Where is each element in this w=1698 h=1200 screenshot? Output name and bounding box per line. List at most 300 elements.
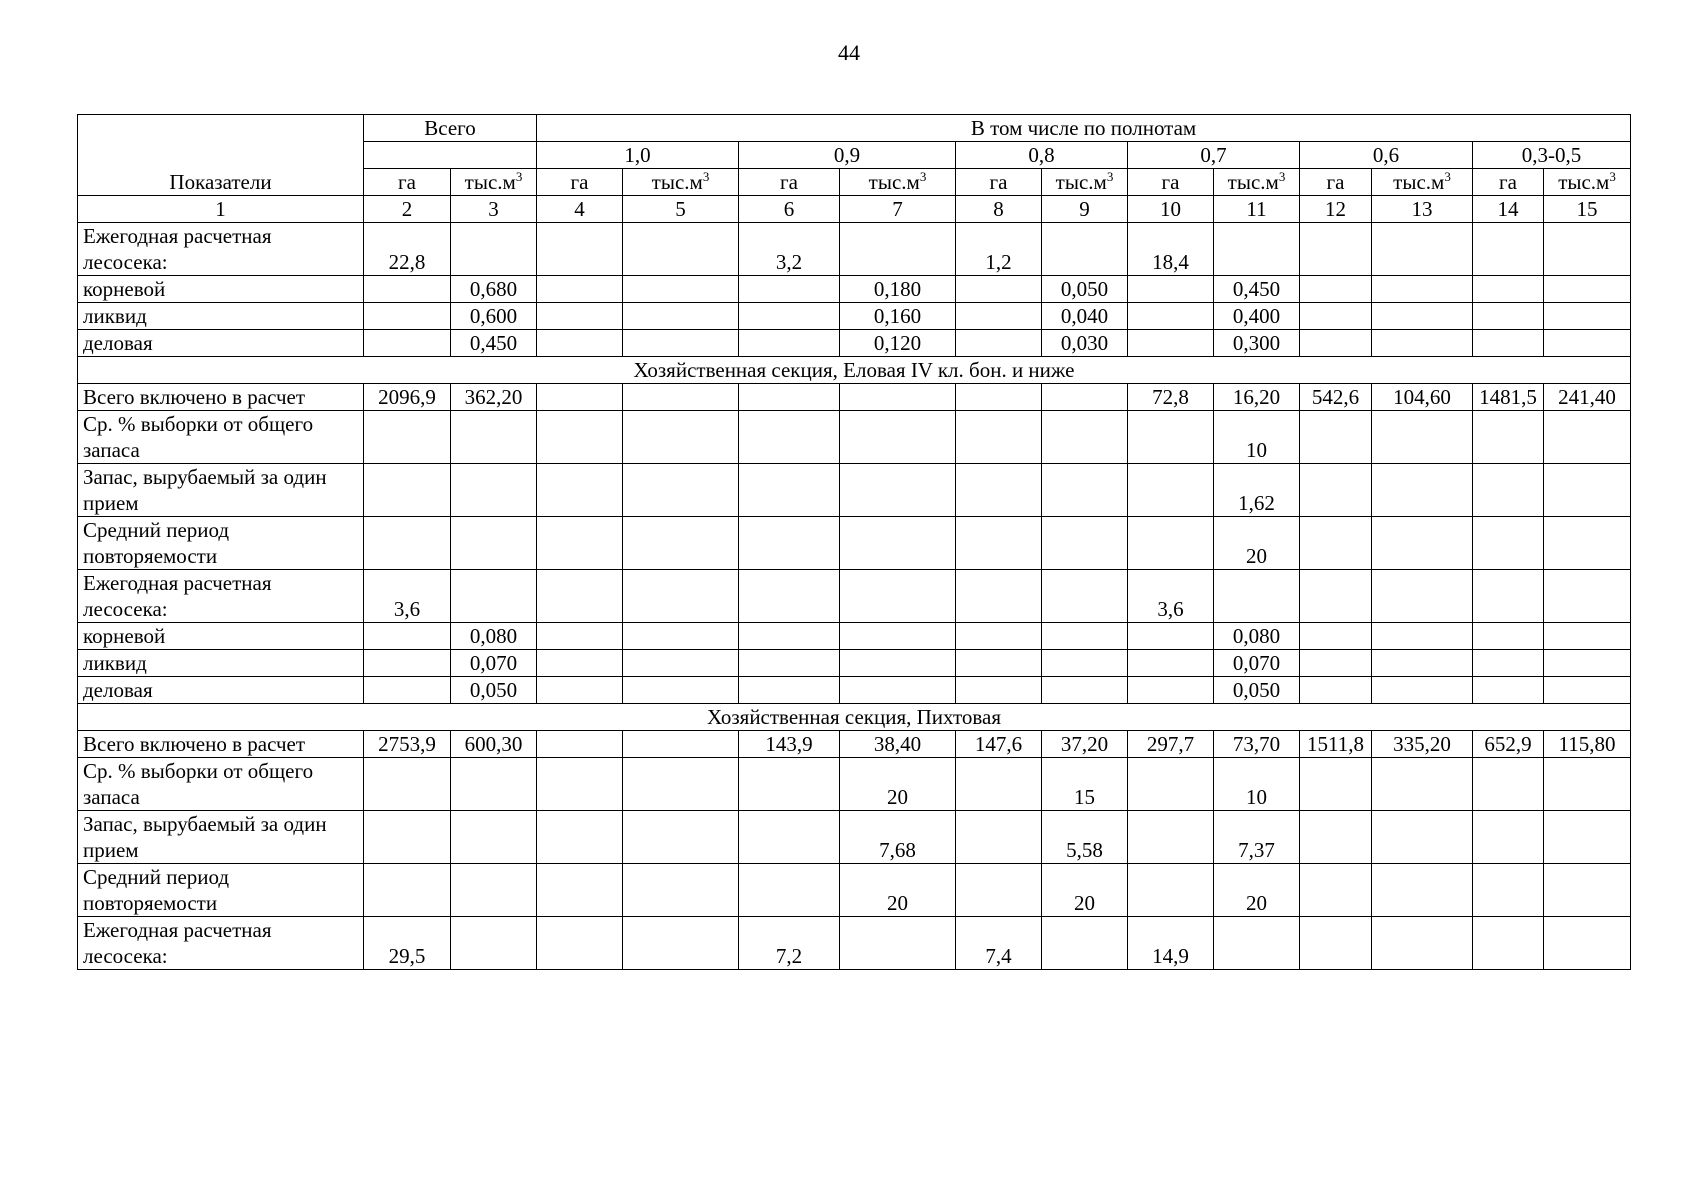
table-cell [537,623,623,650]
table-cell [451,517,537,570]
table-cell [1300,811,1372,864]
table-cell [1300,758,1372,811]
table-cell [537,917,623,970]
table-cell: 0,680 [451,276,537,303]
table-cell [840,464,956,517]
header-indicators: Показатели [78,115,364,196]
table-cell [1473,276,1544,303]
unit-ha: га [1473,169,1544,196]
unit-ha: га [956,169,1042,196]
table-cell: 0,040 [1042,303,1128,330]
table-cell [1544,464,1631,517]
unit-volume: $тыс.м^3$ [1042,169,1128,196]
table-cell [1300,303,1372,330]
unit-volume: $тыс.м^3$ [451,169,537,196]
table-cell [840,650,956,677]
table-cell [1544,517,1631,570]
header-density: 1,0 [537,142,739,169]
table-cell [364,303,451,330]
table-cell [1128,517,1214,570]
table-cell [1372,464,1473,517]
table-cell [623,330,739,357]
column-number: 14 [1473,196,1544,223]
table-cell [956,623,1042,650]
table-cell: 0,080 [1214,623,1300,650]
section-row [78,704,1631,731]
header-density: 0,6 [1300,142,1473,169]
table-cell [1300,864,1372,917]
table-cell [364,411,451,464]
table-cell [1372,623,1473,650]
table-cell [956,330,1042,357]
column-number: 11 [1214,196,1300,223]
table-cell [1042,384,1128,411]
column-number: 9 [1042,196,1128,223]
table-cell [623,517,739,570]
table-cell: 2096,9 [364,384,451,411]
unit-ha: га [1300,169,1372,196]
row-label: деловая [78,677,364,704]
row-label: Всего включено в расчет [78,731,364,758]
table-cell [1042,223,1128,276]
table-cell: 0,070 [1214,650,1300,677]
unit-volume: $тыс.м^3$ [1214,169,1300,196]
table-cell [537,650,623,677]
column-number: 4 [537,196,623,223]
header-density: 0,3-0,5 [1473,142,1631,169]
table-cell: 7,37 [1214,811,1300,864]
table-cell [1372,411,1473,464]
table-cell [623,917,739,970]
table-cell [537,303,623,330]
table-cell [623,303,739,330]
row-label: Средний период повторяемости [78,864,364,917]
table-cell [956,411,1042,464]
table-cell [623,570,739,623]
table-cell [1544,917,1631,970]
table-row [78,411,1631,464]
table-cell [1473,330,1544,357]
table-cell [623,384,739,411]
table-cell: 0,120 [840,330,956,357]
table-cell [1042,650,1128,677]
table-cell: 147,6 [956,731,1042,758]
table-cell [1128,464,1214,517]
table-cell [956,864,1042,917]
table-cell [739,303,840,330]
table-cell: 0,600 [451,303,537,330]
table-cell [451,917,537,970]
table-cell [537,330,623,357]
header-total: Всего [364,115,537,142]
table-row [78,276,1631,303]
table-cell [956,276,1042,303]
table-cell: 29,5 [364,917,451,970]
table-cell [1042,917,1128,970]
table-cell [364,623,451,650]
table-cell: 241,40 [1544,384,1631,411]
table-cell [956,303,1042,330]
column-number: 1 [78,196,364,223]
table-cell [537,384,623,411]
table-cell [1372,517,1473,570]
table-cell [1372,330,1473,357]
row-label: ликвид [78,650,364,677]
table-cell: 15 [1042,758,1128,811]
table-cell: 0,050 [451,677,537,704]
unit-ha: га [537,169,623,196]
table-cell [623,464,739,517]
table-cell: 335,20 [1372,731,1473,758]
table-cell [956,677,1042,704]
column-number: 12 [1300,196,1372,223]
table-cell: 20 [840,758,956,811]
unit-ha: га [739,169,840,196]
table-cell [1473,650,1544,677]
table-cell [623,864,739,917]
table-cell: 38,40 [840,731,956,758]
table-cell: 542,6 [1300,384,1372,411]
table-cell: 7,4 [956,917,1042,970]
table-cell [451,758,537,811]
table-cell [1300,517,1372,570]
table-cell: 0,080 [451,623,537,650]
table-row [78,650,1631,677]
column-numbers-row [78,196,1631,223]
table-cell [1128,677,1214,704]
table-cell [451,570,537,623]
table-cell [623,623,739,650]
row-label: Средний период повторяемости [78,517,364,570]
header-by-density: В том числе по полнотам [537,115,1631,142]
table-cell: 20 [1214,517,1300,570]
section-row [78,357,1631,384]
table-body [78,223,1631,970]
table-cell [1544,276,1631,303]
table-cell [1128,864,1214,917]
table-cell: 297,7 [1128,731,1214,758]
table-cell [1300,570,1372,623]
table-cell [739,811,840,864]
column-number: 10 [1128,196,1214,223]
table-cell [1372,811,1473,864]
table-cell: 1,62 [1214,464,1300,517]
table-cell [1128,650,1214,677]
unit-volume: $тыс.м^3$ [840,169,956,196]
table-cell [1473,223,1544,276]
table-cell [739,623,840,650]
table-cell [364,677,451,704]
table-row [78,303,1631,330]
unit-volume: $тыс.м^3$ [1372,169,1473,196]
table-cell [1214,570,1300,623]
table-cell [1473,864,1544,917]
table-cell [537,464,623,517]
row-label: Ежегодная расчетная лесосека: [78,917,364,970]
row-label: корневой [78,276,364,303]
table-cell [451,864,537,917]
table-cell [739,864,840,917]
table-row [78,384,1631,411]
table-cell: 3,2 [739,223,840,276]
table-cell [1473,570,1544,623]
table-cell [537,758,623,811]
table-cell [1473,917,1544,970]
table-cell [364,276,451,303]
table-cell [1473,811,1544,864]
table-cell [1544,650,1631,677]
table-cell: 10 [1214,411,1300,464]
table-cell [739,570,840,623]
table-cell: 0,050 [1042,276,1128,303]
unit-ha: га [364,169,451,196]
table-cell: 22,8 [364,223,451,276]
table-row [78,917,1631,970]
table-row [78,464,1631,517]
table-cell: 0,180 [840,276,956,303]
table-cell [1042,623,1128,650]
table-cell [451,464,537,517]
table-cell [451,411,537,464]
page-number: 44 [838,40,860,65]
table-cell [623,276,739,303]
column-number: 2 [364,196,451,223]
table-cell: 2753,9 [364,731,451,758]
table-cell [623,677,739,704]
table-cell [1300,650,1372,677]
table-cell [1214,917,1300,970]
table-cell: 7,2 [739,917,840,970]
column-number: 5 [623,196,739,223]
table-cell [1544,864,1631,917]
table-row [78,864,1631,917]
table-cell: 10 [1214,758,1300,811]
table-cell: 1511,8 [1300,731,1372,758]
table-cell [1128,330,1214,357]
table-cell [840,677,956,704]
table-cell [1372,650,1473,677]
row-label: деловая [78,330,364,357]
table-cell: 7,68 [840,811,956,864]
column-number: 15 [1544,196,1631,223]
table-cell [364,464,451,517]
table-cell [1042,464,1128,517]
table-cell [840,570,956,623]
table-cell [1473,677,1544,704]
table-cell [623,223,739,276]
table-cell: 0,030 [1042,330,1128,357]
row-label: Запас, вырубаемый за один прием [78,464,364,517]
table-cell [739,276,840,303]
table-cell [364,811,451,864]
header-density: 0,7 [1128,142,1300,169]
table-cell [1473,411,1544,464]
table-cell [956,384,1042,411]
table-cell [956,517,1042,570]
table-cell [623,758,739,811]
table-cell: 104,60 [1372,384,1473,411]
table-cell [537,223,623,276]
table-cell [1372,758,1473,811]
table-cell: 600,30 [451,731,537,758]
table-cell: 20 [1042,864,1128,917]
table-cell [1300,276,1372,303]
table-cell [1300,623,1372,650]
table-cell: 1481,5 [1473,384,1544,411]
table-cell: 115,80 [1544,731,1631,758]
table-cell [1473,303,1544,330]
table-cell [1372,864,1473,917]
table-cell [364,517,451,570]
table-cell [1300,917,1372,970]
unit-volume: $тыс.м^3$ [1544,169,1631,196]
table-cell [1300,677,1372,704]
table-cell [1300,464,1372,517]
table-cell [1128,623,1214,650]
table-cell [537,411,623,464]
table-cell: 0,450 [1214,276,1300,303]
table-cell [1128,303,1214,330]
table-cell [537,677,623,704]
table-cell [956,570,1042,623]
table-cell [623,731,739,758]
table-cell [1042,411,1128,464]
table-cell [537,811,623,864]
table-cell [840,223,956,276]
row-label: Ежегодная расчетная лесосека: [78,223,364,276]
table-cell [1372,917,1473,970]
table-cell [739,650,840,677]
table-cell [739,677,840,704]
table-cell [364,330,451,357]
table-row [78,623,1631,650]
table-cell [1372,303,1473,330]
table-cell [739,758,840,811]
table-cell [1473,758,1544,811]
table-cell [956,464,1042,517]
table-cell [1128,411,1214,464]
table-cell [364,758,451,811]
row-label: корневой [78,623,364,650]
table-cell [1300,223,1372,276]
table-cell [956,758,1042,811]
table-cell: 1,2 [956,223,1042,276]
table-row [78,570,1631,623]
row-label: Ср. % выборки от общего запаса [78,411,364,464]
table-cell: 0,050 [1214,677,1300,704]
table-cell [537,517,623,570]
table-cell [537,864,623,917]
table-cell [1128,758,1214,811]
table-cell [1128,276,1214,303]
table-cell [451,223,537,276]
row-label: Всего включено в расчет [78,384,364,411]
row-label: Ежегодная расчетная лесосека: [78,570,364,623]
table-cell [1372,223,1473,276]
table-cell [1544,623,1631,650]
table-cell [840,517,956,570]
table-cell [840,917,956,970]
table-cell: 5,58 [1042,811,1128,864]
table-cell: 0,400 [1214,303,1300,330]
forest-cutting-table [77,114,1631,970]
table-cell [623,811,739,864]
table-cell [739,411,840,464]
table-cell: 73,70 [1214,731,1300,758]
table-cell [1300,330,1372,357]
column-number: 3 [451,196,537,223]
table-row [78,758,1631,811]
table-cell [364,650,451,677]
table-cell: 20 [1214,864,1300,917]
table-cell [1544,758,1631,811]
row-label: Запас, вырубаемый за один прием [78,811,364,864]
unit-volume: $тыс.м^3$ [623,169,739,196]
table-cell: 16,20 [1214,384,1300,411]
table-cell [537,276,623,303]
column-number: 7 [840,196,956,223]
table-cell [1300,411,1372,464]
table-cell [956,650,1042,677]
table-cell [1042,677,1128,704]
table-row [78,517,1631,570]
section-title: Хозяйственная секция, Пихтовая [78,704,1631,731]
table-row [78,731,1631,758]
table-cell: 37,20 [1042,731,1128,758]
table-cell [451,811,537,864]
table-cell: 0,450 [451,330,537,357]
table-cell [1544,411,1631,464]
table-cell: 0,160 [840,303,956,330]
table-cell [1372,677,1473,704]
column-number: 6 [739,196,840,223]
table-cell [840,411,956,464]
table-cell [1544,570,1631,623]
table-cell [537,570,623,623]
table-cell: 143,9 [739,731,840,758]
table-cell: 3,6 [364,570,451,623]
table-row [78,223,1631,276]
table-cell [1372,570,1473,623]
table-cell: 20 [840,864,956,917]
header-density: 0,9 [739,142,956,169]
header-total-blank [364,142,537,169]
table-cell [1214,223,1300,276]
table-cell: 72,8 [1128,384,1214,411]
table-cell [1544,811,1631,864]
row-label: Ср. % выборки от общего запаса [78,758,364,811]
column-number: 13 [1372,196,1473,223]
table-cell [739,330,840,357]
table-cell [840,384,956,411]
row-label: ликвид [78,303,364,330]
table-cell [364,864,451,917]
table-cell [623,650,739,677]
table-cell [840,623,956,650]
table-row [78,330,1631,357]
table-row [78,811,1631,864]
table-cell [1473,623,1544,650]
table-cell [1544,677,1631,704]
table-cell: 0,070 [451,650,537,677]
table-cell [739,384,840,411]
table-cell [1544,330,1631,357]
table-cell: 652,9 [1473,731,1544,758]
table-cell [537,731,623,758]
column-number: 8 [956,196,1042,223]
table-cell: 0,300 [1214,330,1300,357]
section-title: Хозяйственная секция, Еловая IV кл. бон. и ниже [78,357,1631,384]
